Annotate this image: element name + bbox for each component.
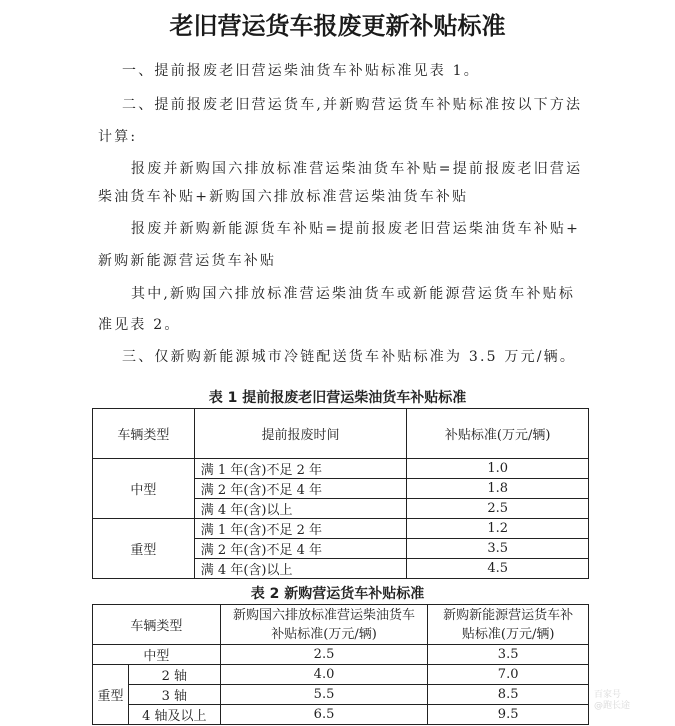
table-row (93, 459, 589, 479)
table1-caption: 表 1 提前报废老旧营运柴油货车补贴标准 (208, 390, 467, 406)
paragraph-5-line-1: 其中,新购国六排放标准营运柴油货车或新能源营运货车补贴标 (131, 286, 576, 302)
table1-time-cell: 满 4 年(含)以上 (194, 499, 407, 519)
table1-header-value: 补贴标准(万元/辆) (407, 409, 589, 459)
table2-header-ev-line2: 贴标准(万元/辆) (461, 626, 555, 642)
paragraph-1: 一、提前报废老旧营运柴油货车补贴标准见表 1。 (122, 63, 480, 79)
table2-diesel-cell: 2.5 (220, 645, 428, 665)
paragraph-6: 三、仅新购新能源城市冷链配送货车补贴标准为 3.5 万元/辆。 (122, 349, 577, 365)
table2-axle-cell: 4 轴及以上 (128, 705, 220, 725)
table1-time-cell: 满 4 年(含)以上 (194, 559, 407, 579)
table1-header-type: 车辆类型 (93, 409, 195, 459)
table1-value-cell: 1.2 (407, 519, 589, 539)
page-title: 老旧营运货车报废更新补贴标准 (169, 12, 506, 40)
table1-time-cell: 满 2 年(含)不足 4 年 (194, 479, 407, 499)
watermark-line1: 百家号 (594, 690, 622, 700)
table2-header-diesel-line1: 新购国六排放标准营运柴油货车 (233, 607, 416, 623)
table2-header-ev-line1: 新购新能源营运货车补 (443, 607, 574, 623)
table2-ev-cell: 9.5 (428, 705, 589, 725)
table-row (93, 705, 589, 725)
table2 (92, 604, 589, 725)
paragraph-2-line-2: 计算: (98, 129, 138, 145)
table2-type-heavy: 重型 (93, 665, 129, 725)
table2-ev-cell: 7.0 (428, 665, 589, 685)
table2-diesel-cell: 4.0 (220, 665, 428, 685)
table2-ev-cell: 3.5 (428, 645, 589, 665)
paragraph-4-line-2: 新购新能源营运货车补贴 (98, 253, 277, 269)
table1-value-cell: 4.5 (407, 559, 589, 579)
watermark-line2: @跑长途 (594, 701, 631, 711)
table2-header-row (93, 605, 589, 645)
table2-header-diesel-line2: 补贴标准(万元/辆) (271, 626, 377, 642)
table-row (93, 665, 589, 685)
table1-header-time: 提前报废时间 (194, 409, 407, 459)
table-row (93, 519, 589, 539)
watermark (594, 690, 674, 724)
paragraph-3-line-2: 柴油货车补贴+新购国六排放标准营运柴油货车补贴 (98, 189, 469, 205)
table2-header-diesel (220, 605, 428, 645)
paragraph-3-line-1: 报废并新购国六排放标准营运柴油货车补贴=提前报废老旧营运 (131, 161, 583, 177)
table1-time-cell: 满 2 年(含)不足 4 年 (194, 539, 407, 559)
table1-time-cell: 满 1 年(含)不足 2 年 (194, 459, 407, 479)
table1-header-row (93, 409, 589, 459)
table1-value-cell: 2.5 (407, 499, 589, 519)
table1-time-cell: 满 1 年(含)不足 2 年 (194, 519, 407, 539)
table2-header-type: 车辆类型 (93, 605, 221, 645)
table1-value-cell: 3.5 (407, 539, 589, 559)
table2-axle-cell: 3 轴 (128, 685, 220, 705)
table2-type-medium: 中型 (93, 645, 221, 665)
paragraph-2-line-1: 二、提前报废老旧营运货车,并新购营运货车补贴标准按以下方法 (122, 97, 583, 113)
table2-ev-cell: 8.5 (428, 685, 589, 705)
table1-type-medium: 中型 (93, 459, 195, 519)
table1-value-cell: 1.0 (407, 459, 589, 479)
table2-header-ev (428, 605, 589, 645)
table2-caption: 表 2 新购营运货车补贴标准 (250, 586, 425, 602)
table1 (92, 408, 589, 579)
table2-diesel-cell: 6.5 (220, 705, 428, 725)
paragraph-5-line-2: 准见表 2。 (98, 317, 181, 333)
table1-value-cell: 1.8 (407, 479, 589, 499)
table-row (93, 685, 589, 705)
table-row (93, 645, 589, 665)
table1-type-heavy: 重型 (93, 519, 195, 579)
table2-diesel-cell: 5.5 (220, 685, 428, 705)
paragraph-4-line-1: 报废并新购新能源货车补贴=提前报废老旧营运柴油货车补贴+ (131, 221, 581, 237)
table2-axle-cell: 2 轴 (128, 665, 220, 685)
